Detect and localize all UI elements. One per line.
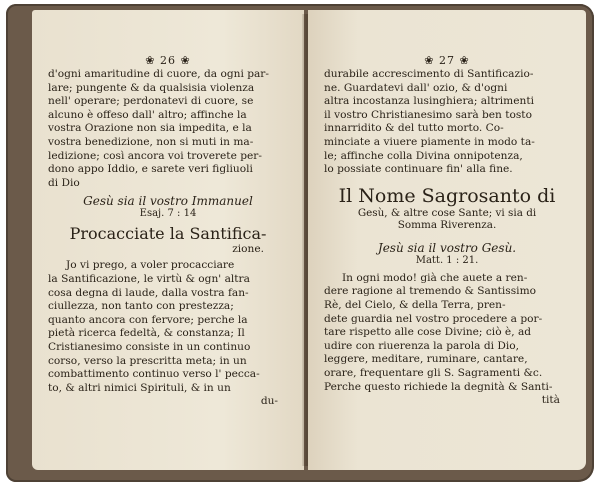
text-line: d'ogni amaritudine di cuore, da ogni par-	[48, 68, 269, 80]
heading-line: Procacciate la Santifica-	[69, 224, 267, 244]
text-line: la Santificazione, le virtù & ogn' altra	[48, 272, 250, 285]
heading-subline: Somma Riverenza.	[397, 218, 497, 231]
text-line: to, & altri nimici Spirituli, & in un	[48, 381, 231, 394]
text-line: ne. Guardatevi dall' ozio, & d'ogni	[324, 81, 508, 94]
text-line: corso, verso la prescritta meta; in un	[48, 354, 247, 367]
section-heading-right: Il Nome Sagrosanto di	[338, 184, 556, 207]
text-line: udire con riuerenza la parola di Dio,	[324, 339, 520, 352]
left-paragraph-1	[32, 68, 304, 190]
text-line: nell' operare; perdonatevi di cuore, se	[48, 95, 254, 108]
text-line: vostra Orazione non sia impedita, e la	[48, 122, 252, 135]
text-line: di Dio	[48, 176, 80, 189]
motto-left: Gesù sia il vostro Immanuel	[83, 194, 253, 209]
text-line: ledizione; così ancora voi troverete per-	[48, 149, 262, 162]
text-line: il vostro Christianesimo sarà ben tosto	[324, 108, 532, 121]
text-line: In ogni modo! già che auete a ren-	[342, 271, 528, 284]
text-line: pietà ricerca fedeltà, & constanza; Il	[48, 327, 245, 340]
text-line: durabile accrescimento di Santificazio-	[324, 68, 534, 80]
text-line: dete guardia nel vostro procedere a por-	[324, 312, 543, 325]
catchword-left: du-	[260, 395, 278, 408]
text-line: altra incostanza lusinghiera; altrimenti	[324, 95, 534, 108]
text-line: Jo vi prego, a voler procacciare	[66, 259, 235, 272]
text-line: lare; pungente & da qualsisia violenza	[48, 81, 255, 94]
text-line: quanto ancora con fervore; perche la	[48, 313, 248, 326]
right-paragraph-1	[308, 68, 586, 177]
text-line: alcuno è offeso dall' altro; affinche la	[48, 108, 247, 121]
heading-subline: Gesù, & altre cose Sante; vi sia di	[357, 206, 537, 219]
text-line: le; affinche colla Divina onnipotenza,	[324, 149, 523, 162]
motto-right: Jesù sia il vostro Gesù.	[377, 240, 517, 255]
text-line: cosa degna di laude, dalla vostra fan-	[48, 286, 249, 299]
text-line: Rè, del Cielo, & della Terra, pren-	[324, 298, 506, 311]
page-number-right: ❀ 27 ❀	[424, 54, 470, 67]
text-line: lo possiate continuare fin' alla fine.	[324, 163, 513, 176]
book	[6, 4, 594, 482]
catchword-right: tità	[541, 394, 560, 407]
page-number-left: ❀ 26 ❀	[145, 54, 191, 67]
text-line: minciate a viuere piamente in modo ta-	[324, 135, 535, 148]
text-line: orare, frequentare gli S. Sagramenti &c.	[324, 366, 543, 379]
reference-left: Esaj. 7 : 14	[139, 208, 197, 220]
text-line: ciullezza, non tanto con prestezza;	[48, 300, 234, 313]
text-line: combattimento continuo verso l' pecca-	[48, 368, 260, 381]
text-line: vostra benedizione, non si muti in ma-	[48, 135, 254, 148]
right-page	[308, 10, 586, 470]
text-line: dere ragione al tremendo & Santissimo	[324, 285, 536, 298]
left-page	[32, 10, 304, 470]
text-line: Cristianesimo consiste in un continuo	[48, 340, 251, 353]
section-heading-left	[32, 225, 304, 243]
left-paragraph-2	[32, 259, 304, 395]
reference-right: Matt. 1 : 21.	[415, 254, 479, 266]
text-line: leggere, meditare, ruminare, cantare,	[324, 353, 528, 366]
right-paragraph-2	[308, 272, 586, 394]
text-line: Perche questo richiede la degnità & Santi-	[324, 380, 553, 393]
text-line: innarridito & del tutto morto. Co-	[324, 122, 504, 135]
text-line: tare rispetto alle cose Divine; ciò è, ad	[324, 326, 532, 339]
text-line: dono appo Iddio, e sarete veri figliuoli	[48, 163, 253, 176]
heading-line: zione.	[232, 243, 264, 256]
